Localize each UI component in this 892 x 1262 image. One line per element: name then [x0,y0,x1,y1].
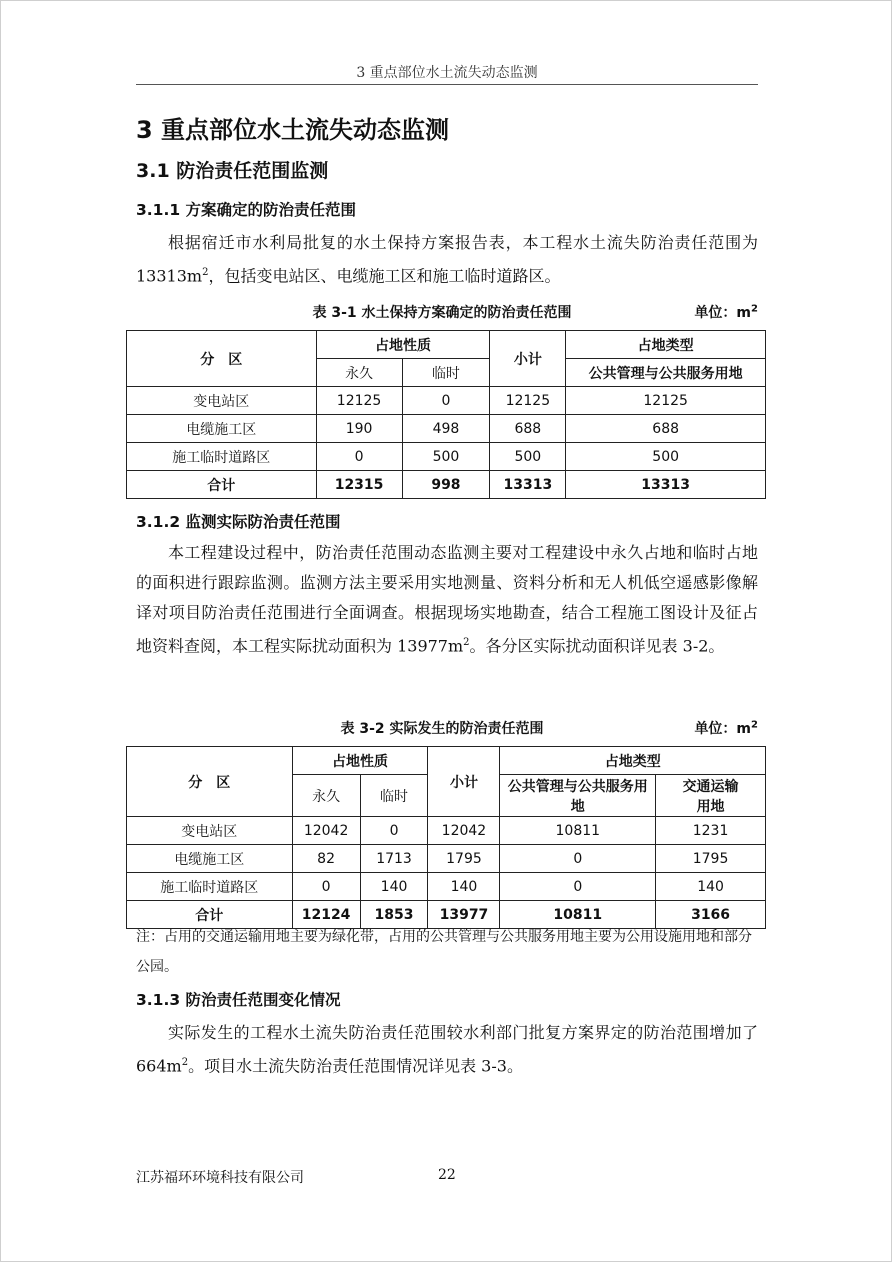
cell-permanent: 0 [292,873,360,901]
superscript: 2 [181,1057,189,1068]
cell-zone: 合计 [127,471,317,499]
para-text: ，包括变电站区、电缆施工区和施工临时道路区。 [208,266,561,286]
header-subtotal: 小计 [490,331,566,387]
section-title-3-1: 3.1 防治责任范围监测 [136,160,329,182]
cell-subtotal: 140 [428,873,500,901]
cell-permanent: 12124 [292,901,360,929]
paragraph-3-1-2 [136,538,758,661]
header-rule [136,84,758,85]
table-total-row [127,471,766,499]
cell-zone: 电缆施工区 [127,415,317,443]
cell-permanent: 12042 [292,817,360,845]
cell-public: 10811 [500,901,656,929]
cell-transport: 1231 [656,817,766,845]
superscript: 2 [751,303,758,315]
chapter-title: 3 重点部位水土流失动态监测 [136,116,450,144]
cell-public: 12125 [566,387,766,415]
para-text: 。各分区实际扰动面积详见表 3-2。 [469,636,725,656]
cell-zone: 变电站区 [127,387,317,415]
cell-subtotal: 1795 [428,845,500,873]
header-land-nature: 占地性质 [316,331,490,359]
header-land-type: 占地类型 [500,747,766,775]
paragraph-3-1-3 [136,1018,758,1081]
header-permanent: 永久 [292,775,360,817]
superscript: 2 [463,637,470,648]
subsection-title-3-1-2: 3.1.2 监测实际防治责任范围 [136,513,341,531]
cell-zone: 变电站区 [127,817,293,845]
table-row [127,817,766,845]
cell-temporary: 500 [402,443,490,471]
table-1-unit [694,302,758,322]
header-zone: 分 区 [127,747,293,817]
header-transport-land: 交通运输用地 [656,775,766,817]
cell-temporary: 1713 [360,845,428,873]
cell-permanent: 0 [316,443,402,471]
cell-temporary: 0 [402,387,490,415]
para-text: 。项目水土流失防治责任范围情况详见表 3-3。 [188,1056,523,1076]
table-row [127,387,766,415]
cell-permanent: 190 [316,415,402,443]
cell-zone: 施工临时道路区 [127,873,293,901]
superscript: 2 [202,267,209,278]
paragraph-3-1-1 [136,228,758,291]
cell-subtotal: 688 [490,415,566,443]
superscript: 2 [751,719,758,731]
cell-permanent: 12315 [316,471,402,499]
cell-temporary: 0 [360,817,428,845]
header-permanent: 永久 [316,359,402,387]
running-header: 3 重点部位水土流失动态监测 [356,65,538,81]
unit-text: 单位：m [694,721,752,737]
cell-permanent: 12125 [316,387,402,415]
table-2-title: 表 3-2 实际发生的防治责任范围 [340,721,544,737]
table-2-unit [694,718,758,738]
table-row [127,443,766,471]
cell-subtotal: 12125 [490,387,566,415]
table-1-title: 表 3-1 水土保持方案确定的防治责任范围 [312,305,572,321]
cell-temporary: 498 [402,415,490,443]
cell-subtotal: 13313 [490,471,566,499]
header-land-type: 占地类型 [566,331,766,359]
para-text: 实际发生的工程水土流失防治责任范围较水利部门批复方案界定的防治范围增加了 664m [136,1023,758,1076]
cell-permanent: 82 [292,845,360,873]
header-temporary: 临时 [402,359,490,387]
cell-subtotal: 13977 [428,901,500,929]
cell-subtotal: 500 [490,443,566,471]
table-row [127,415,766,443]
table-row [127,873,766,901]
cell-public: 688 [566,415,766,443]
cell-public: 10811 [500,817,656,845]
header-subtotal: 小计 [428,747,500,817]
cell-temporary: 140 [360,873,428,901]
cell-public: 0 [500,873,656,901]
unit-text: 单位：m [694,305,752,321]
header-land-nature: 占地性质 [292,747,428,775]
cell-transport: 1795 [656,845,766,873]
cell-temporary: 998 [402,471,490,499]
cell-zone: 合计 [127,901,293,929]
cell-zone: 施工临时道路区 [127,443,317,471]
cell-subtotal: 12042 [428,817,500,845]
cell-zone: 电缆施工区 [127,845,293,873]
header-public-land: 公共管理与公共服务用地 [566,359,766,387]
header-temporary: 临时 [360,775,428,817]
footer-company: 江苏福环环境科技有限公司 [136,1170,304,1186]
para-text: 根据宿迁市水利局批复的水土保持方案报告表，本工程水土流失防治责任范围为 13313m [136,233,758,286]
subsection-title-3-1-3: 3.1.3 防治责任范围变化情况 [136,991,341,1009]
cell-public: 0 [500,845,656,873]
table-1 [126,330,766,499]
cell-temporary: 1853 [360,901,428,929]
para-text: 本工程建设过程中，防治责任范围动态监测主要对工程建设中永久占地和临时占地的面积进行跟踪监测。监测方法主要采用实地测量、资料分析和无人机低空遥感影像解译对项目防治责任范围进行全面调查。根据现场实地勘查，结合工程施工图设计及征占地资料查阅，本工程实际扰动面积为 13977m [136,543,758,656]
table-2-note: 注：占用的交通运输用地主要为绿化带，占用的公共管理与公共服务用地主要为公用设施用地和部分公园。 [136,929,752,975]
page-number: 22 [438,1167,456,1183]
header-public-land: 公共管理与公共服务用地 [500,775,656,817]
table-row [127,845,766,873]
header-zone: 分 区 [127,331,317,387]
table-2 [126,746,766,929]
cell-public: 13313 [566,471,766,499]
cell-transport: 140 [656,873,766,901]
subsection-title-3-1-1: 3.1.1 方案确定的防治责任范围 [136,201,357,219]
cell-public: 500 [566,443,766,471]
cell-transport: 3166 [656,901,766,929]
